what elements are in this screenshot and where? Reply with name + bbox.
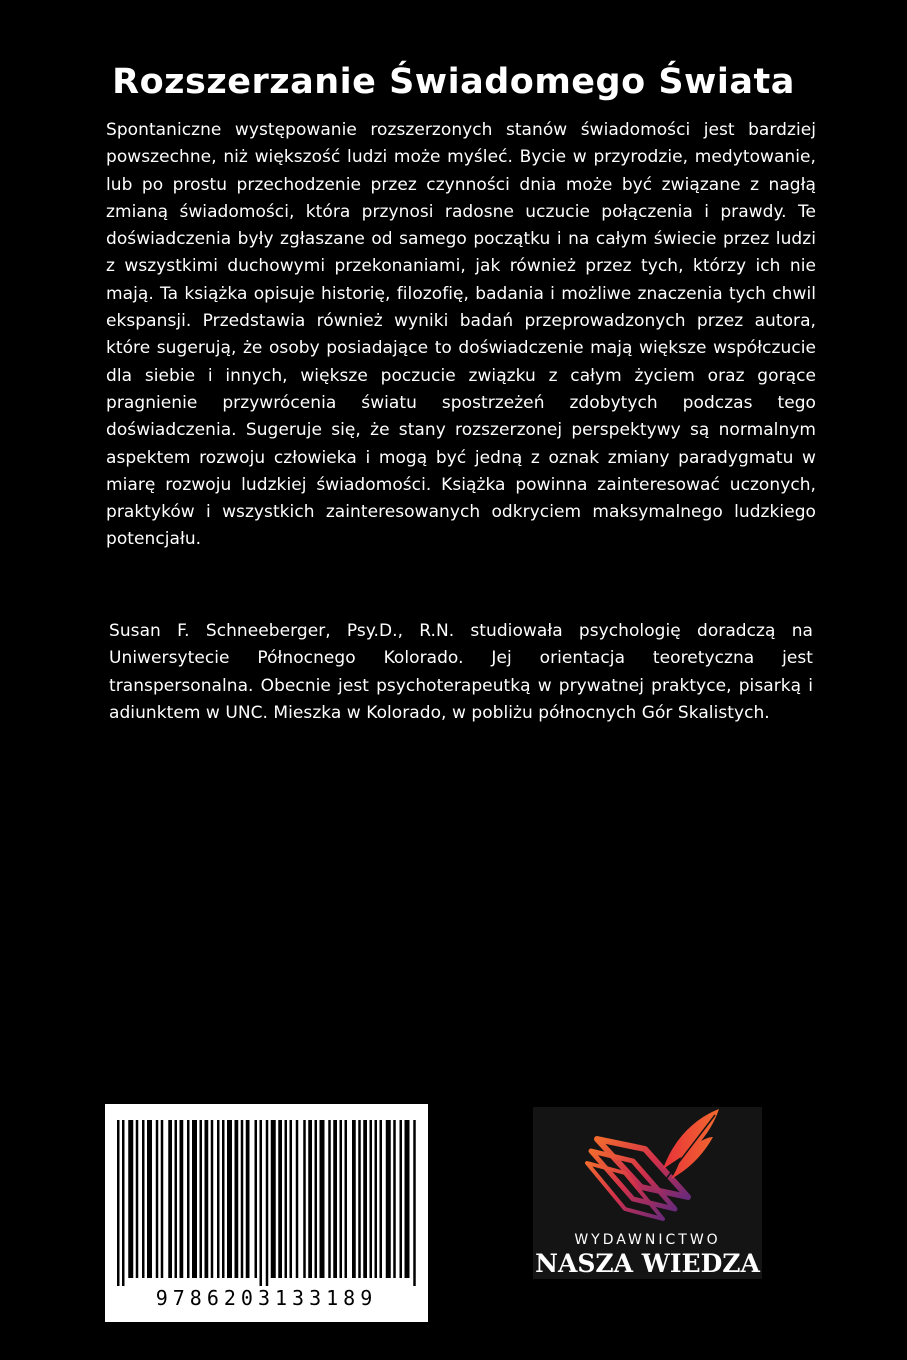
barcode-bar <box>303 1120 306 1278</box>
barcode-bar <box>320 1120 325 1278</box>
barcode-bar <box>175 1120 178 1278</box>
barcode-bar <box>200 1120 203 1278</box>
barcode-bar <box>136 1120 139 1278</box>
barcode-bar <box>222 1120 225 1278</box>
isbn-barcode <box>105 1104 428 1322</box>
barcode-bar <box>375 1120 378 1278</box>
barcode-bar <box>255 1120 258 1278</box>
barcode-bar <box>168 1120 172 1278</box>
barcode-bar <box>227 1120 232 1278</box>
barcode-bar <box>363 1120 367 1278</box>
barcode-bar <box>308 1120 312 1278</box>
book-description: Spontaniczne występowanie rozszerzonych stanów świadomości jest bardziej powszechne, niż większość ludzi może myśleć. Bycie w przyrodzie, medytowanie, lub po prostu przechodzenie przez czynności dnia może być związane z nagłą zmianą świadomości, która przynosi radosne uczucie połączenia i prawdy. Te doświadczenia były zgłaszane od samego początku i na całym świecie przez ludzi z wszystkimi duchowymi przekonaniami, jak również przez tych, którzy ich nie mają. Ta książka opisuje historię, filozofię, badania i możliwe znaczenia tych chwil ekspansji. Przedstawia również wyniki badań przeprowadzonych przez autora, które sugerują, że osoby posiadające to doświadczenie mają większe współczucie dla siebie i innych, większe poczucie związku z całym życiem oraz gorące pragnienie przywrócenia światu spostrzeżeń zdobytych podczas tego doświadczenia. Sugeruje się, że stany rozszerzonej perspektywy są normalnym aspektem rozwoju człowieka i mogą być jedną z oznak zmiany paradygmatu w miarę rozwoju ludzkiej świadomości. Książka powinna zainteresować uczonych, praktyków i wszystkich zainteresowanych odkryciem maksymalnego ludzkiego potencjału. <box>106 120 816 550</box>
barcode-bar <box>358 1120 361 1278</box>
barcode-bar <box>400 1120 403 1278</box>
barcode-bar <box>246 1120 250 1278</box>
barcode-bar <box>128 1120 133 1278</box>
barcode-bar <box>370 1120 373 1278</box>
book-quill-icon <box>533 1107 762 1232</box>
barcode-bar <box>192 1120 197 1278</box>
barcode-bar <box>380 1120 383 1278</box>
author-bio: Susan F. Schneeberger, Psy.D., R.N. studiowała psychologię doradczą na Uniwersytecie Północnego Kolorado. Jej orientacja teoretyczna jest transpersonalna. Obecnie jest psychoterapeutką w prywatnej praktyce, pisarką i adiunktem w UNC. Mieszka w Kolorado, w pobliżu północnych Gór Skalistych. <box>109 621 813 723</box>
barcode-bar <box>122 1120 125 1286</box>
barcode-bar <box>142 1120 145 1278</box>
barcode-bar <box>235 1120 239 1278</box>
barcode-bar <box>211 1120 214 1278</box>
barcode-bar <box>290 1120 293 1278</box>
publisher-label: WYDAWNICTWO <box>574 1232 721 1248</box>
barcode-bar <box>147 1120 152 1278</box>
barcode-bar <box>345 1120 348 1278</box>
barcode-bar <box>205 1120 209 1278</box>
barcode-bar <box>187 1120 190 1278</box>
barcode-bar <box>260 1120 263 1286</box>
barcode-bar <box>271 1120 276 1278</box>
barcode-bar <box>413 1120 416 1286</box>
publisher-logo <box>533 1107 762 1279</box>
barcode-bar <box>217 1120 220 1278</box>
barcode-bar <box>405 1120 410 1278</box>
barcode-bar <box>328 1120 331 1278</box>
barcode-bar <box>340 1120 343 1278</box>
barcode-bar <box>386 1120 391 1278</box>
barcode-bar <box>156 1120 159 1278</box>
barcode-bar <box>180 1120 184 1278</box>
barcode-bar <box>241 1120 244 1278</box>
publisher-name: NASZA WIEDZA <box>535 1249 760 1278</box>
barcode-bar <box>333 1120 337 1278</box>
isbn-number: 9786203133189 <box>155 1286 378 1310</box>
barcode-bar <box>296 1120 299 1278</box>
barcode-bar <box>278 1120 282 1278</box>
barcode-bar <box>161 1120 164 1278</box>
barcode-bar <box>117 1120 120 1286</box>
barcode-bar <box>285 1120 288 1278</box>
barcode-bar <box>315 1120 318 1278</box>
barcode-bar <box>352 1120 356 1278</box>
barcode-bar <box>393 1120 396 1278</box>
book-title: Rozszerzanie Świadomego Świata <box>112 62 795 102</box>
barcode-bar <box>266 1120 269 1286</box>
